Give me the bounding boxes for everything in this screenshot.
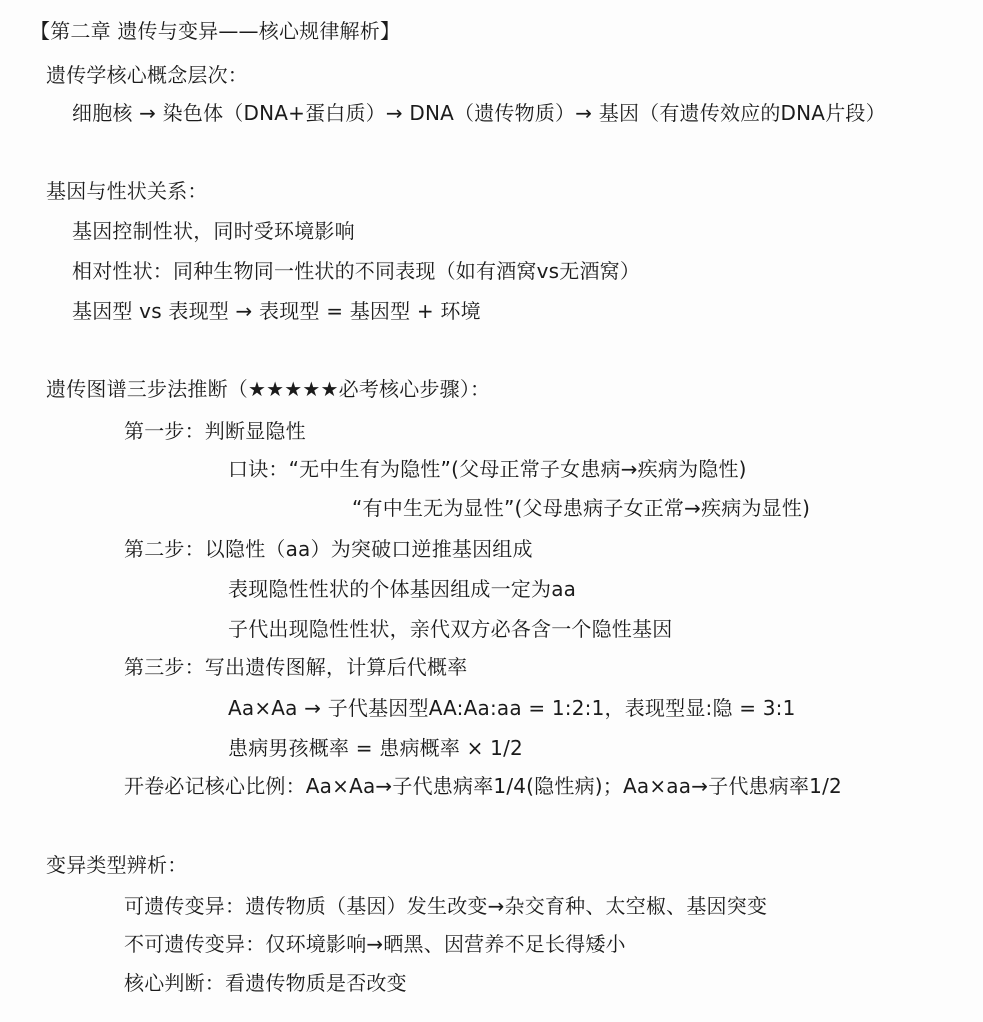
step-three-line: 患病男孩概率 = 患病概率 × 1/2 — [228, 736, 523, 760]
variation-line: 不可遗传变异：仅环境影响→晒黑、因营养不足长得矮小 — [124, 932, 626, 956]
section-heading-variation: 变异类型辨析： — [46, 853, 188, 877]
step-one-line: “有中生无为显性”(父母患病子女正常→疾病为显性) — [352, 496, 811, 520]
gene-trait-line: 基因控制性状，同时受环境影响 — [72, 219, 355, 243]
gene-trait-line: 相对性状：同种生物同一性状的不同表现（如有酒窝vs无酒窝） — [72, 259, 641, 283]
gene-trait-line: 基因型 vs 表现型 → 表现型 = 基因型 + 环境 — [72, 299, 481, 323]
variation-line: 可遗传变异：遗传物质（基因）发生改变→杂交育种、太空椒、基因突变 — [124, 894, 768, 918]
step-three-label: 第三步：写出遗传图解，计算后代概率 — [124, 655, 468, 679]
section-heading-pedigree: 遗传图谱三步法推断（★★★★★必考核心步骤）： — [46, 377, 491, 401]
key-ratio-note: 开卷必记核心比例：Aa×Aa→子代患病率1/4(隐性病)；Aa×aa→子代患病率1/2 — [124, 774, 842, 798]
chapter-title: 【第二章 遗传与变异——核心规律解析】 — [30, 19, 401, 43]
section-heading-gene-trait: 基因与性状关系： — [46, 179, 208, 203]
step-three-line: Aa×Aa → 子代基因型AA:Aa:aa = 1:2:1，表现型显:隐 = 3:1 — [228, 696, 796, 720]
step-one-line: 口诀：“无中生有为隐性”(父母正常子女患病→疾病为隐性) — [228, 457, 747, 481]
step-two-label: 第二步：以隐性（aa）为突破口逆推基因组成 — [124, 537, 533, 561]
step-two-line: 子代出现隐性性状，亲代双方必各含一个隐性基因 — [228, 617, 673, 641]
concept-hierarchy-line: 细胞核 → 染色体（DNA+蛋白质）→ DNA（遗传物质）→ 基因（有遗传效应的DNA片段） — [72, 101, 886, 125]
step-two-line: 表现隐性性状的个体基因组成一定为aa — [228, 577, 577, 601]
variation-line: 核心判断：看遗传物质是否改变 — [124, 971, 407, 995]
section-heading-concepts: 遗传学核心概念层次： — [46, 63, 248, 87]
step-one-label: 第一步：判断显隐性 — [124, 419, 306, 443]
